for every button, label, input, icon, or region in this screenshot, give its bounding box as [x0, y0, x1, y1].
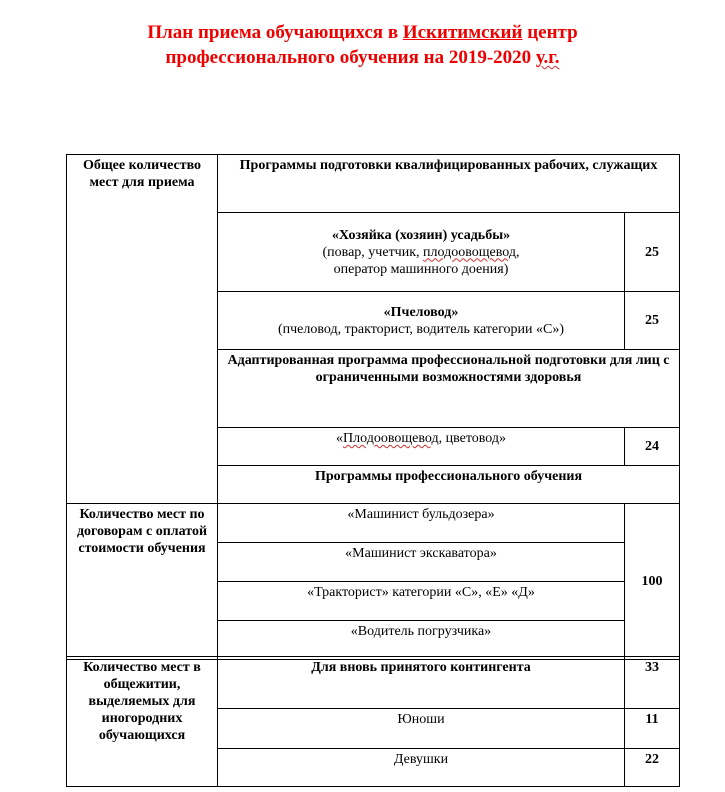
paid-places-label: Количество мест по договорам с оплатой стоимости обучения	[67, 504, 218, 660]
girls-count: 22	[625, 749, 680, 787]
dorm-places-label: Количество мест в общежитии, выделяемых для иногородних обучающихся	[67, 657, 218, 787]
program-desc: (повар, учетчик, плодоовощевод,	[322, 244, 520, 260]
page-title	[0, 20, 725, 70]
dorm-table	[66, 656, 680, 787]
adapted-program-header: Адаптированная программа профессиональной подготовки для лиц с ограниченными возможностями здоровья	[218, 350, 680, 428]
general-programs-header: Программы подготовки квалифицированных рабочих, служащих	[218, 155, 680, 213]
list-item: «Водитель погрузчика»	[218, 621, 625, 660]
title-underlined-word: Искитимский	[402, 22, 523, 43]
girls-label: Девушки	[218, 749, 625, 787]
paid-programs-header: Программы профессионального обучения	[218, 466, 680, 504]
program-cell	[218, 292, 625, 350]
title-line-2	[0, 45, 725, 70]
program-desc: (пчеловод, тракторист, водитель категории «С»)	[277, 321, 565, 337]
program-cell: «Плодоовощевод, цветовод»	[218, 428, 625, 466]
admission-plan-table	[66, 154, 680, 660]
title-line-1	[0, 20, 725, 45]
title-abbrev: у.г.	[535, 47, 560, 68]
program-cell	[218, 213, 625, 292]
program-name: «Пчеловод»	[383, 304, 459, 320]
boys-count: 11	[625, 709, 680, 749]
program-count: 25	[625, 292, 680, 350]
program-count: 25	[625, 213, 680, 292]
boys-label: Юноши	[218, 709, 625, 749]
dorm-header-count: 33	[625, 657, 680, 709]
dorm-header: Для вновь принятого контингента	[218, 657, 625, 709]
program-count: 24	[625, 428, 680, 466]
list-item: «Машинист бульдозера»	[218, 504, 625, 543]
program-name: «Хозяйка (хозяин) усадьбы»	[331, 227, 511, 243]
list-item: «Тракторист» категории «С», «Е» «Д»	[218, 582, 625, 621]
title-text: профессионального обучения на 2019-2020	[165, 47, 536, 68]
title-text: План приема обучающихся в	[147, 22, 403, 43]
general-places-label: Общее количество мест для приема	[67, 155, 218, 504]
paid-count: 100	[625, 504, 680, 660]
list-item: «Машинист экскаватора»	[218, 543, 625, 582]
program-desc: оператор машинного доения)	[333, 261, 509, 277]
title-text: центр	[522, 22, 578, 43]
